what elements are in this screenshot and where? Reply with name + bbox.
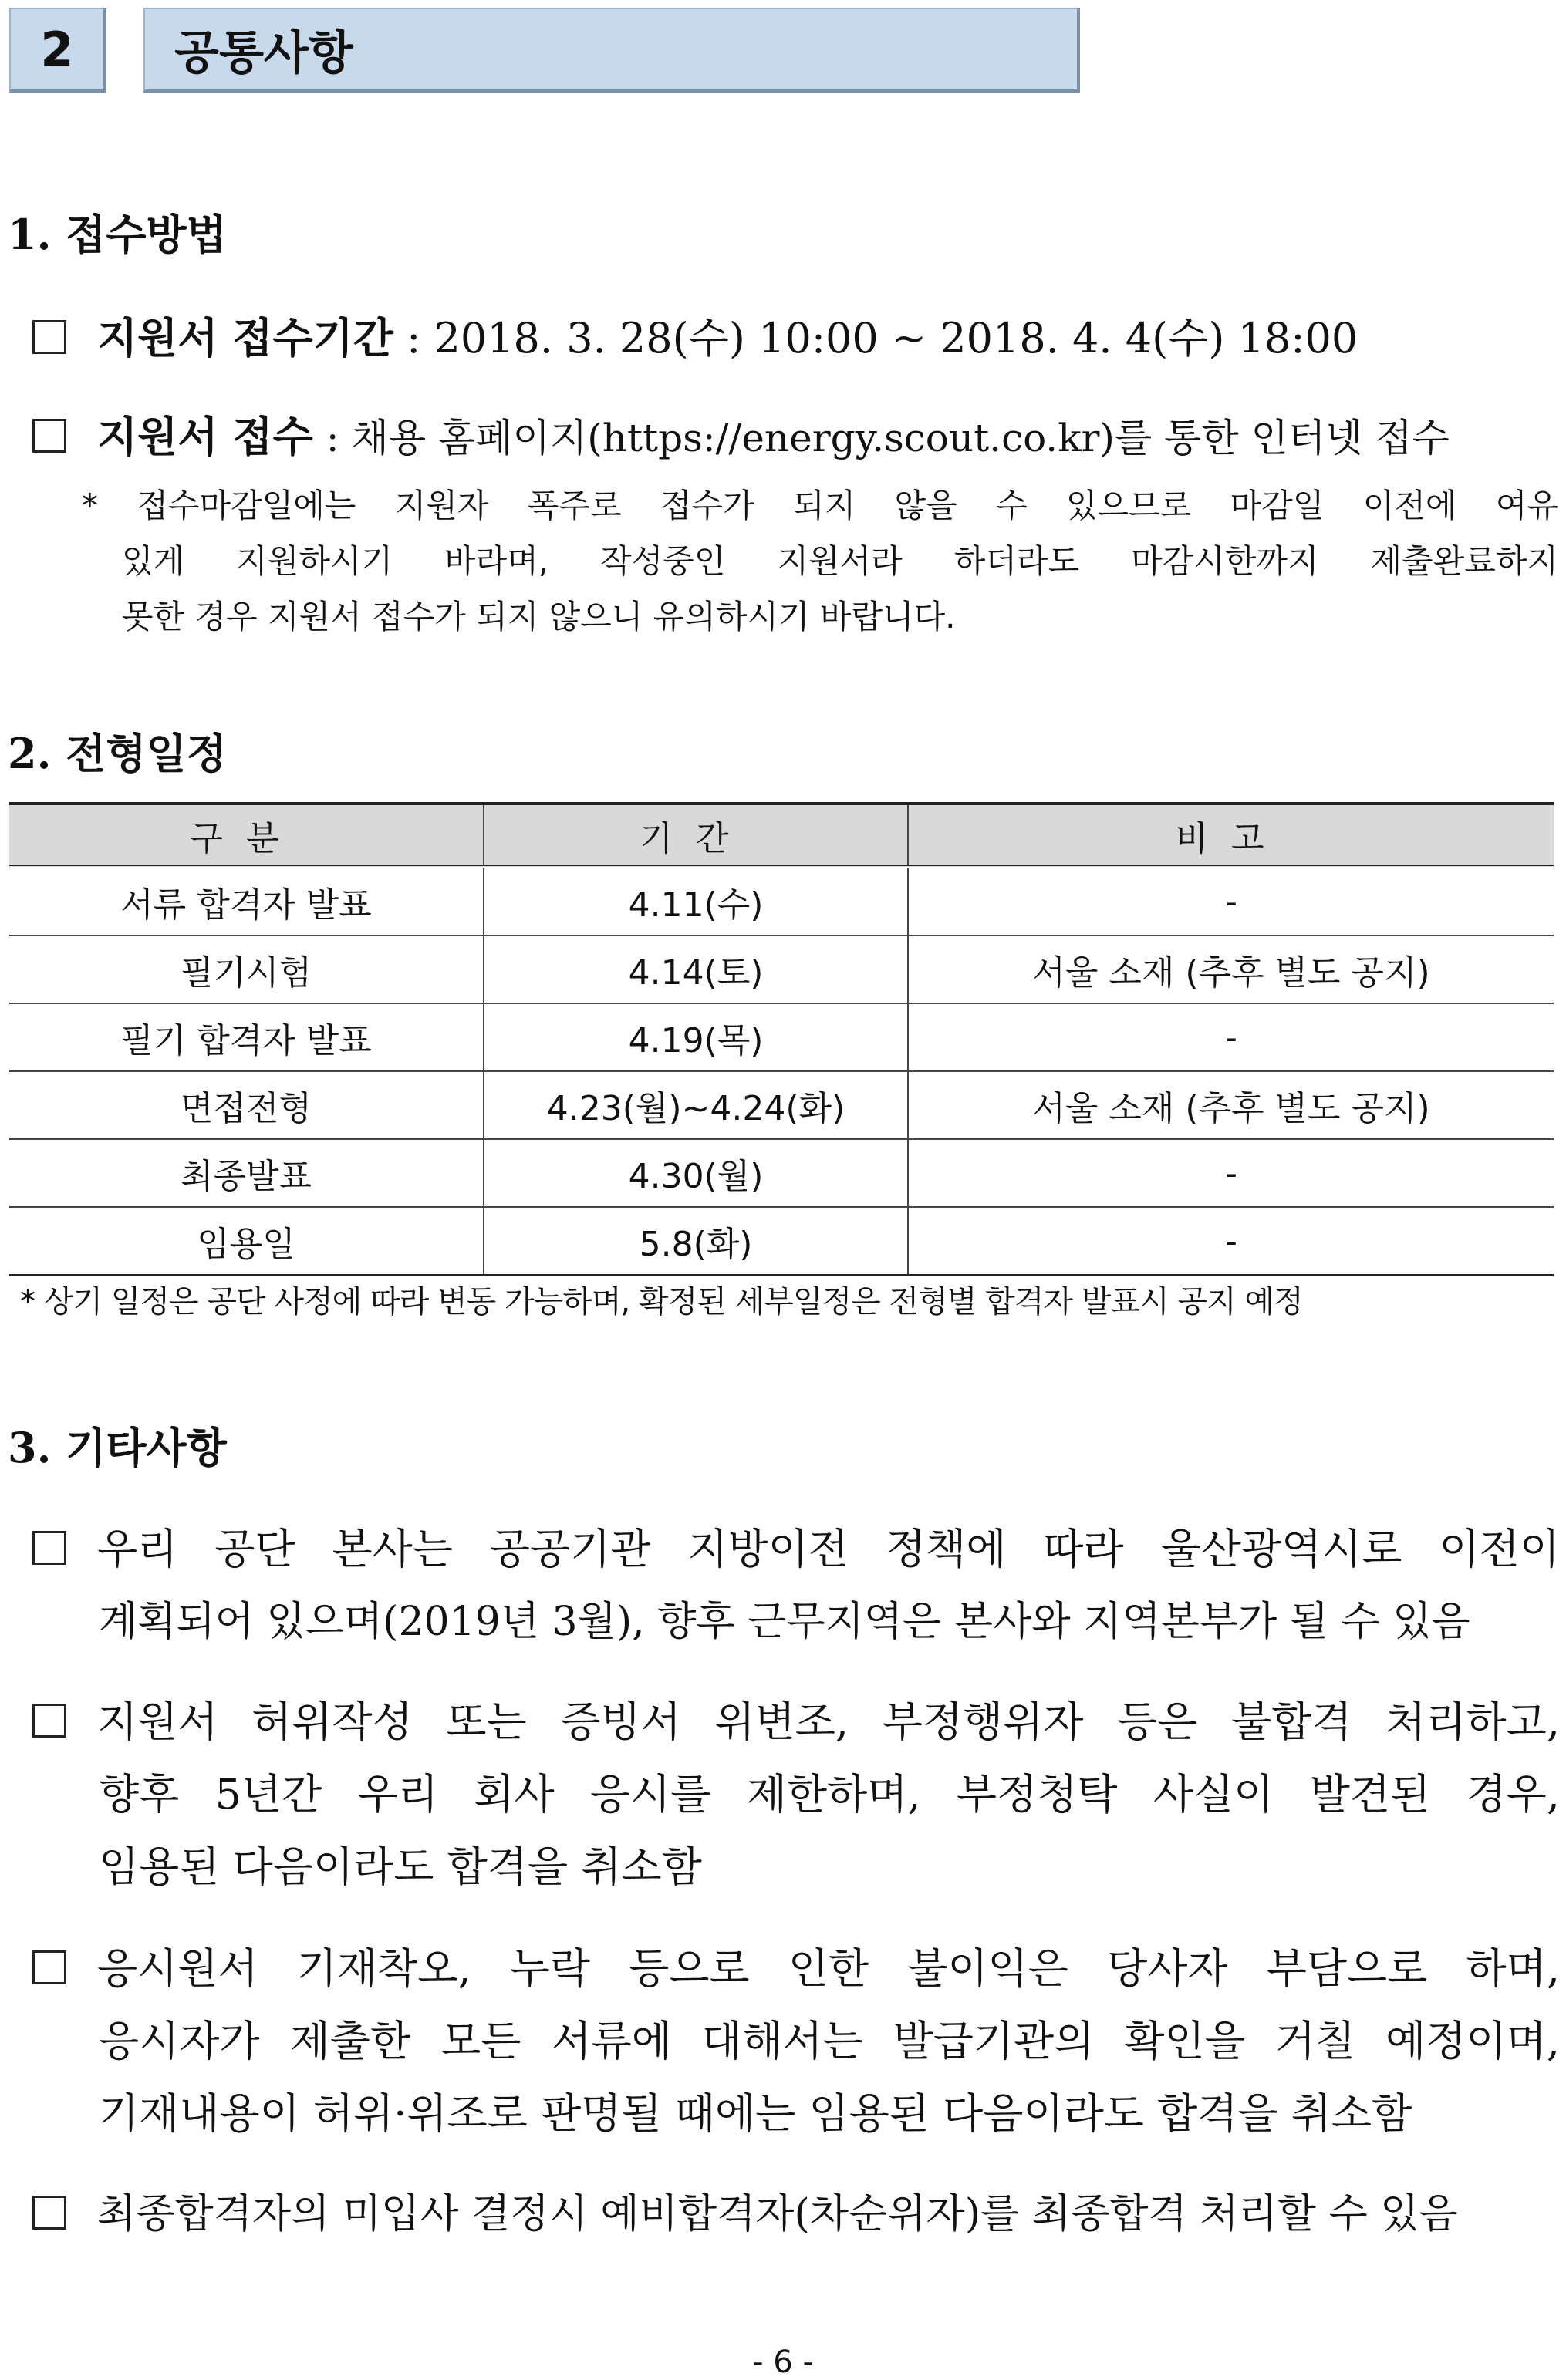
table-row (9, 1139, 1554, 1207)
page-number: - 6 - (752, 2345, 814, 2380)
table-cell: - (908, 1003, 1554, 1071)
s1-item1-value: : 2018. 3. 28(수) 10:00 ~ 2018. 4. 4(수) 18:00 (407, 314, 1358, 362)
s3-b3-line3: 기재내용이 허위·위조로 판명될 때에는 임용된 다음이라도 합격을 취소함 (99, 2089, 1412, 2138)
table-cell: 최종발표 (9, 1139, 484, 1207)
col-header: 비고 (908, 804, 1554, 867)
table-cell: 4.19(목) (484, 1003, 908, 1071)
section-title-box (143, 8, 1080, 93)
s3-b1-line1 (32, 1513, 1560, 1586)
table-cell: 4.11(수) (484, 867, 908, 935)
s3-b1-text: 우리 공단 본사는 공공기관 지방이전 정책에 따라 울산광역시로 이전이 (97, 1525, 1560, 1573)
col-header: 기간 (484, 804, 908, 867)
schedule-table (9, 802, 1554, 1276)
s2-title: 2. 전형일정 (8, 729, 227, 778)
table-cell: - (908, 1139, 1554, 1207)
section-title: 공통사항 (174, 26, 353, 80)
s3-b2-line1 (32, 1686, 1560, 1758)
table-cell: 면접전형 (9, 1071, 484, 1139)
section-number-box (9, 8, 106, 93)
checkbox-bullet-icon (32, 320, 66, 354)
s3-b2-text: 지원서 허위작성 또는 증빙서 위변조, 부정행위자 등은 불합격 처리하고, (97, 1697, 1560, 1746)
s3-b4-text: 최종합격자의 미입사 결정시 예비합격자(차순위자)를 최종합격 처리할 수 있음 (97, 2191, 1458, 2237)
s1-item1-label: 지원서 접수기간 (97, 314, 393, 362)
table-cell: 서울 소재 (추후 별도 공지) (908, 935, 1554, 1003)
table-cell: - (908, 1207, 1554, 1276)
s1-note-line2: 있게 지원하시기 바라며, 작성중인 지원서라 하더라도 마감시한까지 제출완료하지 (122, 542, 1558, 580)
checkbox-bullet-icon (32, 1531, 66, 1565)
table-row (9, 867, 1554, 935)
table-cell: 필기시험 (9, 935, 484, 1003)
table-cell: 필기 합격자 발표 (9, 1003, 484, 1071)
table-row (9, 1003, 1554, 1071)
table-row (9, 1071, 1554, 1139)
s3-b3-line1 (32, 1933, 1560, 2005)
table-cell: 4.23(월)~4.24(화) (484, 1071, 908, 1139)
table-cell: 5.8(화) (484, 1207, 908, 1276)
s3-b1-line2: 계획되어 있으며(2019년 3월), 향후 근무지역은 본사와 지역본부가 될 수 있음 (99, 1599, 1470, 1645)
col-header: 구분 (9, 804, 484, 867)
table-cell: - (908, 867, 1554, 935)
section-number: 2 (40, 21, 74, 78)
table-row (9, 1207, 1554, 1276)
table-cell: 4.14(토) (484, 935, 908, 1003)
s1-note-line3: 못한 경우 지원서 접수가 되지 않으니 유의하시기 바랍니다. (122, 598, 956, 635)
s3-b2-line2: 향후 5년간 우리 회사 응시를 제한하며, 부정청탁 사실이 발견된 경우, (99, 1770, 1560, 1819)
checkbox-bullet-icon (32, 1704, 66, 1738)
s3-b2-line3: 임용된 다음이라도 합격을 취소함 (99, 1842, 702, 1891)
checkbox-bullet-icon (32, 419, 66, 453)
s1-item2-label: 지원서 접수 (97, 413, 313, 461)
s1-item2-value: : 채용 홈페이지(https://energy.scout.co.kr)를 통한 인터넷 접수 (326, 416, 1450, 460)
s3-title: 3. 기타사항 (8, 1423, 227, 1472)
table-cell: 임용일 (9, 1207, 484, 1276)
s1-item1 (32, 302, 1560, 375)
table-cell: 서울 소재 (추후 별도 공지) (908, 1071, 1554, 1139)
s1-note-line1: * 접수마감일에는 지원자 폭주로 접수가 되지 않을 수 있으므로 마감일 이전에 여유 (82, 487, 1558, 524)
table-cell: 4.30(월) (484, 1139, 908, 1207)
checkbox-bullet-icon (32, 2196, 66, 2230)
table-cell: 서류 합격자 발표 (9, 867, 484, 935)
s1-item2 (32, 401, 1560, 474)
table-header-row (9, 804, 1554, 867)
s3-b3-line2: 응시자가 제출한 모든 서류에 대해서는 발급기관의 확인을 거칠 예정이며, (99, 2017, 1560, 2065)
s3-b4-line1 (32, 2178, 1560, 2250)
s2-note: * 상기 일정은 공단 사정에 따라 변동 가능하며, 확정된 세부일정은 전형별 합격자 발표시 공지 예정 (20, 1284, 1303, 1320)
s3-b3-text: 응시원서 기재착오, 누락 등으로 인한 불이익은 당사자 부담으로 하며, (97, 1944, 1560, 1993)
checkbox-bullet-icon (32, 1950, 66, 1984)
table-row (9, 935, 1554, 1003)
s1-title: 1. 접수방법 (8, 210, 227, 259)
